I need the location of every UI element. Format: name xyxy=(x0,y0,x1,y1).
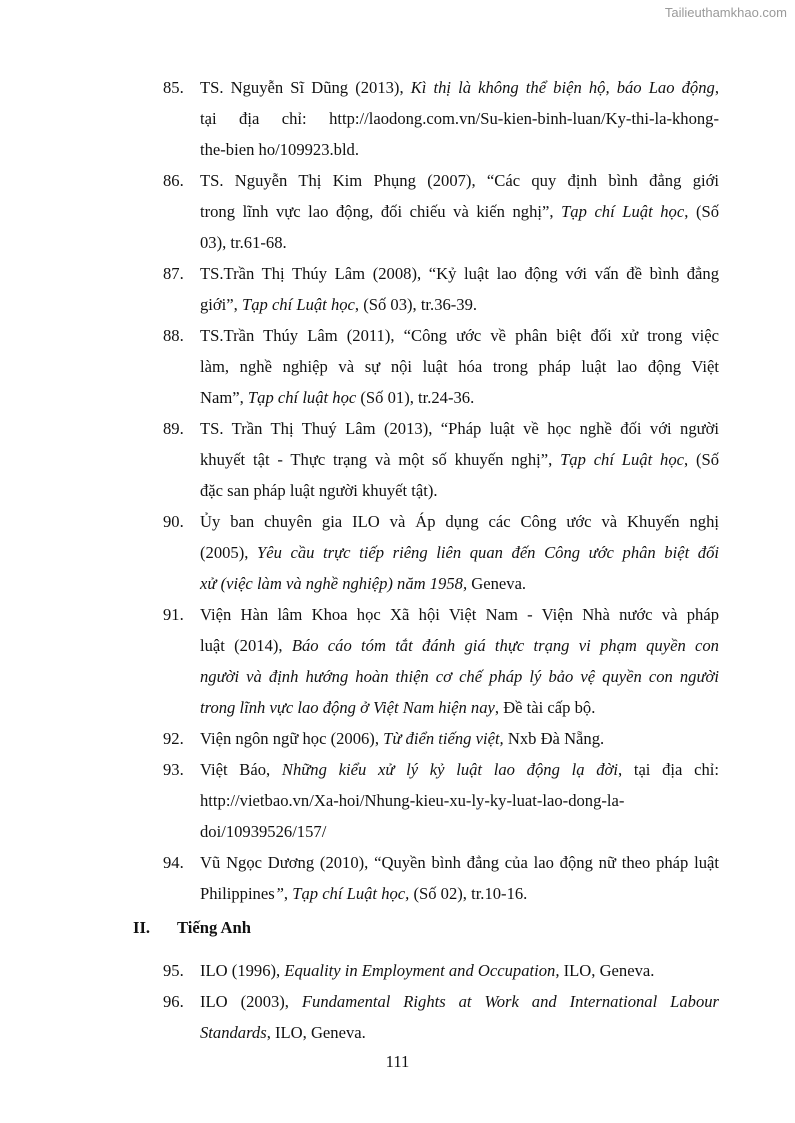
reference-text: Nam”, xyxy=(200,388,248,407)
reference-text: làm, nghề nghiệp và sự nội luật hóa trong pháp luật lao động Việt xyxy=(200,357,719,376)
italic-title-text: Tạp chí Luật học, xyxy=(292,884,410,903)
reference-text: Việt Báo, xyxy=(200,760,282,779)
reference-line xyxy=(200,506,719,537)
reference-line xyxy=(200,134,719,165)
reference-group-vietnamese xyxy=(163,72,719,909)
reference-text: Viện Hàn lâm Khoa học Xã hội Việt Nam - Viện Nhà nước và pháp xyxy=(200,605,719,624)
reference-text: (Số 02), tr.10-16. xyxy=(409,884,528,903)
reference-number: 91. xyxy=(163,605,184,624)
reference-line xyxy=(200,537,719,568)
reference-group-english xyxy=(163,955,719,1048)
reference-list xyxy=(133,72,720,1048)
reference-line xyxy=(200,382,719,413)
italic-title-text: Yêu cầu trực tiếp riêng liên quan đến Công ước phân biệt đối xyxy=(257,543,719,562)
reference-number: 94. xyxy=(163,853,184,872)
reference-text: ILO (1996), xyxy=(200,961,285,980)
reference-number: 92. xyxy=(163,729,184,748)
reference-entry xyxy=(163,258,719,320)
reference-line xyxy=(200,785,719,816)
reference-text: http://vietbao.vn/Xa-hoi/Nhung-kieu-xu-ly-ky-luat-lao-dong-la- xyxy=(200,791,625,810)
page-number: 111 xyxy=(385,1052,410,1071)
reference-line xyxy=(200,568,719,599)
reference-line xyxy=(200,258,719,289)
reference-entry xyxy=(163,320,719,413)
section-title: Tiếng Anh xyxy=(177,918,251,937)
reference-line xyxy=(200,692,719,723)
watermark: Tailieuthamkhao.com xyxy=(664,5,787,20)
reference-line xyxy=(200,351,719,382)
italic-title-text: người và định hướng hoàn thiện cơ chế pháp lý bảo vệ quyền con người xyxy=(200,667,719,686)
italic-title-text: trong lĩnh vực lao động ở Việt Nam hiện nay xyxy=(200,698,495,717)
reference-text: (2005), xyxy=(200,543,257,562)
reference-text: Philippines xyxy=(200,884,275,903)
reference-line xyxy=(200,599,719,630)
reference-line xyxy=(200,986,719,1017)
reference-text: , xyxy=(714,78,719,97)
italic-title-text: Tạp chí luật học xyxy=(247,388,357,407)
reference-text: khuyết tật - Thực trạng và một số khuyến nghị”, xyxy=(200,450,561,469)
reference-text: luật (2014), xyxy=(200,636,292,655)
italic-title-text: Tạp chí Luật học xyxy=(561,202,685,221)
reference-text: , Đề tài cấp bộ. xyxy=(494,698,596,717)
reference-line xyxy=(200,103,719,134)
reference-line xyxy=(200,723,719,754)
reference-line xyxy=(200,661,719,692)
reference-text: đặc san pháp luật người khuyết tật). xyxy=(200,481,438,500)
reference-line xyxy=(200,816,719,847)
reference-text: , (Số 03), tr.36-39. xyxy=(354,295,478,314)
reference-entry xyxy=(163,72,719,165)
reference-entry xyxy=(163,955,719,986)
reference-line xyxy=(200,630,719,661)
reference-line xyxy=(200,289,719,320)
reference-number: 86. xyxy=(163,171,184,190)
section-number: II. xyxy=(133,918,151,937)
reference-text: , tại địa chỉ: xyxy=(617,760,720,779)
reference-entry xyxy=(163,165,719,258)
reference-line xyxy=(200,444,719,475)
italic-title-text: ” xyxy=(274,884,284,903)
reference-line xyxy=(200,413,719,444)
reference-line xyxy=(200,165,719,196)
reference-line xyxy=(200,227,719,258)
reference-number: 87. xyxy=(163,264,184,283)
italic-title-text: Equality in Employment and Occupation, xyxy=(284,961,560,980)
reference-text: Vũ Ngọc Dương (2010), “Quyền bình đẳng của lao động nữ theo pháp luật xyxy=(200,853,719,872)
reference-text: Ủy ban chuyên gia ILO và Áp dụng các Công ước và Khuyến nghị xyxy=(200,512,719,531)
reference-text: , (Số xyxy=(684,202,719,221)
italic-title-text: Tạp chí Luật học xyxy=(241,295,355,314)
reference-text: the-bien ho/109923.bld. xyxy=(200,140,360,159)
reference-text: , xyxy=(283,884,293,903)
reference-number: 89. xyxy=(163,419,184,438)
reference-text: ILO (2003), xyxy=(200,992,302,1011)
reference-text: giới”, xyxy=(200,295,242,314)
reference-line xyxy=(200,72,719,103)
reference-text: , (Số xyxy=(683,450,719,469)
italic-title-text: Kì thị là không thể biện hộ, báo Lao động xyxy=(410,78,715,97)
reference-text: TS. Trần Thị Thuý Lâm (2013), “Pháp luật về học nghề đối với người xyxy=(200,419,719,438)
reference-line xyxy=(200,1017,719,1048)
reference-entry xyxy=(163,599,719,723)
reference-entry xyxy=(163,847,719,909)
reference-text: , ILO, Geneva. xyxy=(266,1023,366,1042)
reference-text: doi/10939526/157/ xyxy=(200,822,327,841)
reference-number: 95. xyxy=(163,961,184,980)
reference-line xyxy=(200,196,719,227)
reference-entry xyxy=(163,986,719,1048)
italic-title-text: Standards xyxy=(200,1023,267,1042)
reference-text: Geneva. xyxy=(467,574,527,593)
reference-line xyxy=(200,754,719,785)
reference-line xyxy=(200,475,719,506)
reference-entry xyxy=(163,723,719,754)
reference-number: 96. xyxy=(163,992,184,1011)
reference-entry xyxy=(163,754,719,847)
reference-text: ILO, Geneva. xyxy=(559,961,655,980)
reference-text: TS. Nguyễn Sĩ Dũng (2013), xyxy=(200,78,411,97)
italic-title-text: Tạp chí Luật học xyxy=(560,450,684,469)
reference-text: (Số 01), tr.24-36. xyxy=(356,388,475,407)
reference-line xyxy=(200,878,719,909)
reference-line xyxy=(200,955,719,986)
section-heading xyxy=(133,912,719,943)
reference-text: TS.Trần Thúy Lâm (2011), “Công ước về phân biệt đối xử trong việc xyxy=(200,326,719,345)
reference-text: Nxb Đà Nẵng. xyxy=(503,729,605,748)
reference-number: 93. xyxy=(163,760,184,779)
italic-title-text: Báo cáo tóm tắt đánh giá thực trạng vi phạm quyền con xyxy=(291,636,719,655)
reference-line xyxy=(200,320,719,351)
reference-text: TS.Trần Thị Thúy Lâm (2008), “Kỷ luật lao động với vấn đề bình đẳng xyxy=(200,264,719,283)
reference-number: 90. xyxy=(163,512,184,531)
reference-text: tại địa chỉ: http://laodong.com.vn/Su-kien-binh-luan/Ky-thi-la-khong- xyxy=(200,109,719,128)
reference-line xyxy=(200,847,719,878)
reference-text: trong lĩnh vực lao động, đối chiếu và kiến nghị”, xyxy=(200,202,562,221)
reference-text: Viện ngôn ngữ học (2006), xyxy=(200,729,384,748)
reference-text: TS. Nguyễn Thị Kim Phụng (2007), “Các quy định bình đẳng giới xyxy=(200,171,719,190)
reference-number: 88. xyxy=(163,326,184,345)
italic-title-text: Từ điển tiếng việt, xyxy=(383,729,504,748)
reference-number: 85. xyxy=(163,78,184,97)
italic-title-text: Fundamental Rights at Work and International Labour xyxy=(301,992,719,1011)
reference-text: 03), tr.61-68. xyxy=(200,233,287,252)
reference-entry xyxy=(163,413,719,506)
italic-title-text: xử (việc làm và nghề nghiệp) năm 1958, xyxy=(200,574,468,593)
reference-entry xyxy=(163,506,719,599)
italic-title-text: Những kiểu xử lý kỷ luật lao động lạ đời xyxy=(281,760,618,779)
